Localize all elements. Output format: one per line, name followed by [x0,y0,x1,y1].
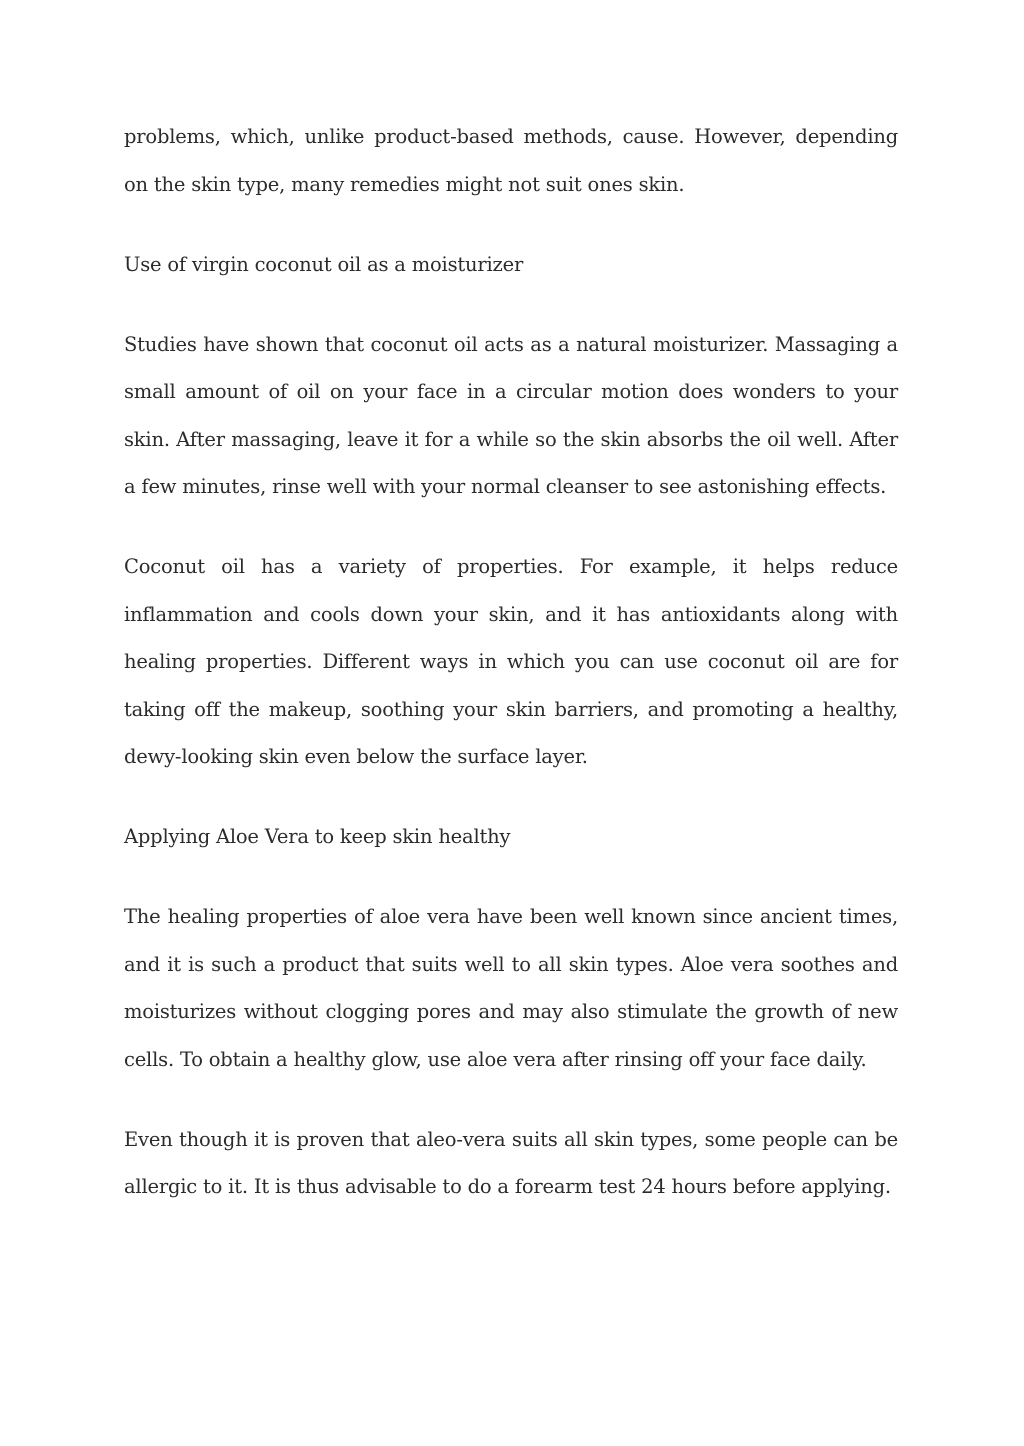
paragraph-aloe-allergy: Even though it is proven that aleo-vera suits all skin types, some people can be allergic to it. It is thus advisable to do a forearm test 24 hours before applying. [124,1127,898,1198]
paragraph-aloe-healing: The healing properties of aloe vera have been well known since ancient times, and it is such a product that suits well to all skin types. Aloe vera soothes and moisturizes without clogging pores and may also stimulate the growth of new cells. To obtain a healthy glow, use aloe vera after rinsing off your face daily. [124,905,898,1071]
paragraph-coconut-moisturizer: Studies have shown that coconut oil acts as a natural moisturizer. Massaging a small amount of oil on your face in a circular motion does wonders to your skin. After massaging, leave it for a while so the skin absorbs the oil well. After a few minutes, rinse well with your normal cleanser to see astonishing effects. [124,332,898,498]
paragraph-coconut-properties: Coconut oil has a variety of properties. For example, it helps reduce inflammation and cools down your skin, and it has antioxidants along with healing properties. Different ways in which you can use coconut oil are for taking off the makeup, soothing your skin barriers, and promoting a healthy, dewy-looking skin even below the surface layer. [124,555,898,768]
document-page [124,113,898,1243]
section-heading-coconut-oil: Use of virgin coconut oil as a moisturizer [124,252,524,276]
paragraph-intro-continuation: problems, which, unlike product-based methods, cause. However, depending on the skin type, many remedies might not suit ones skin. [124,125,898,196]
section-heading-aloe-vera: Applying Aloe Vera to keep skin healthy [124,825,511,848]
